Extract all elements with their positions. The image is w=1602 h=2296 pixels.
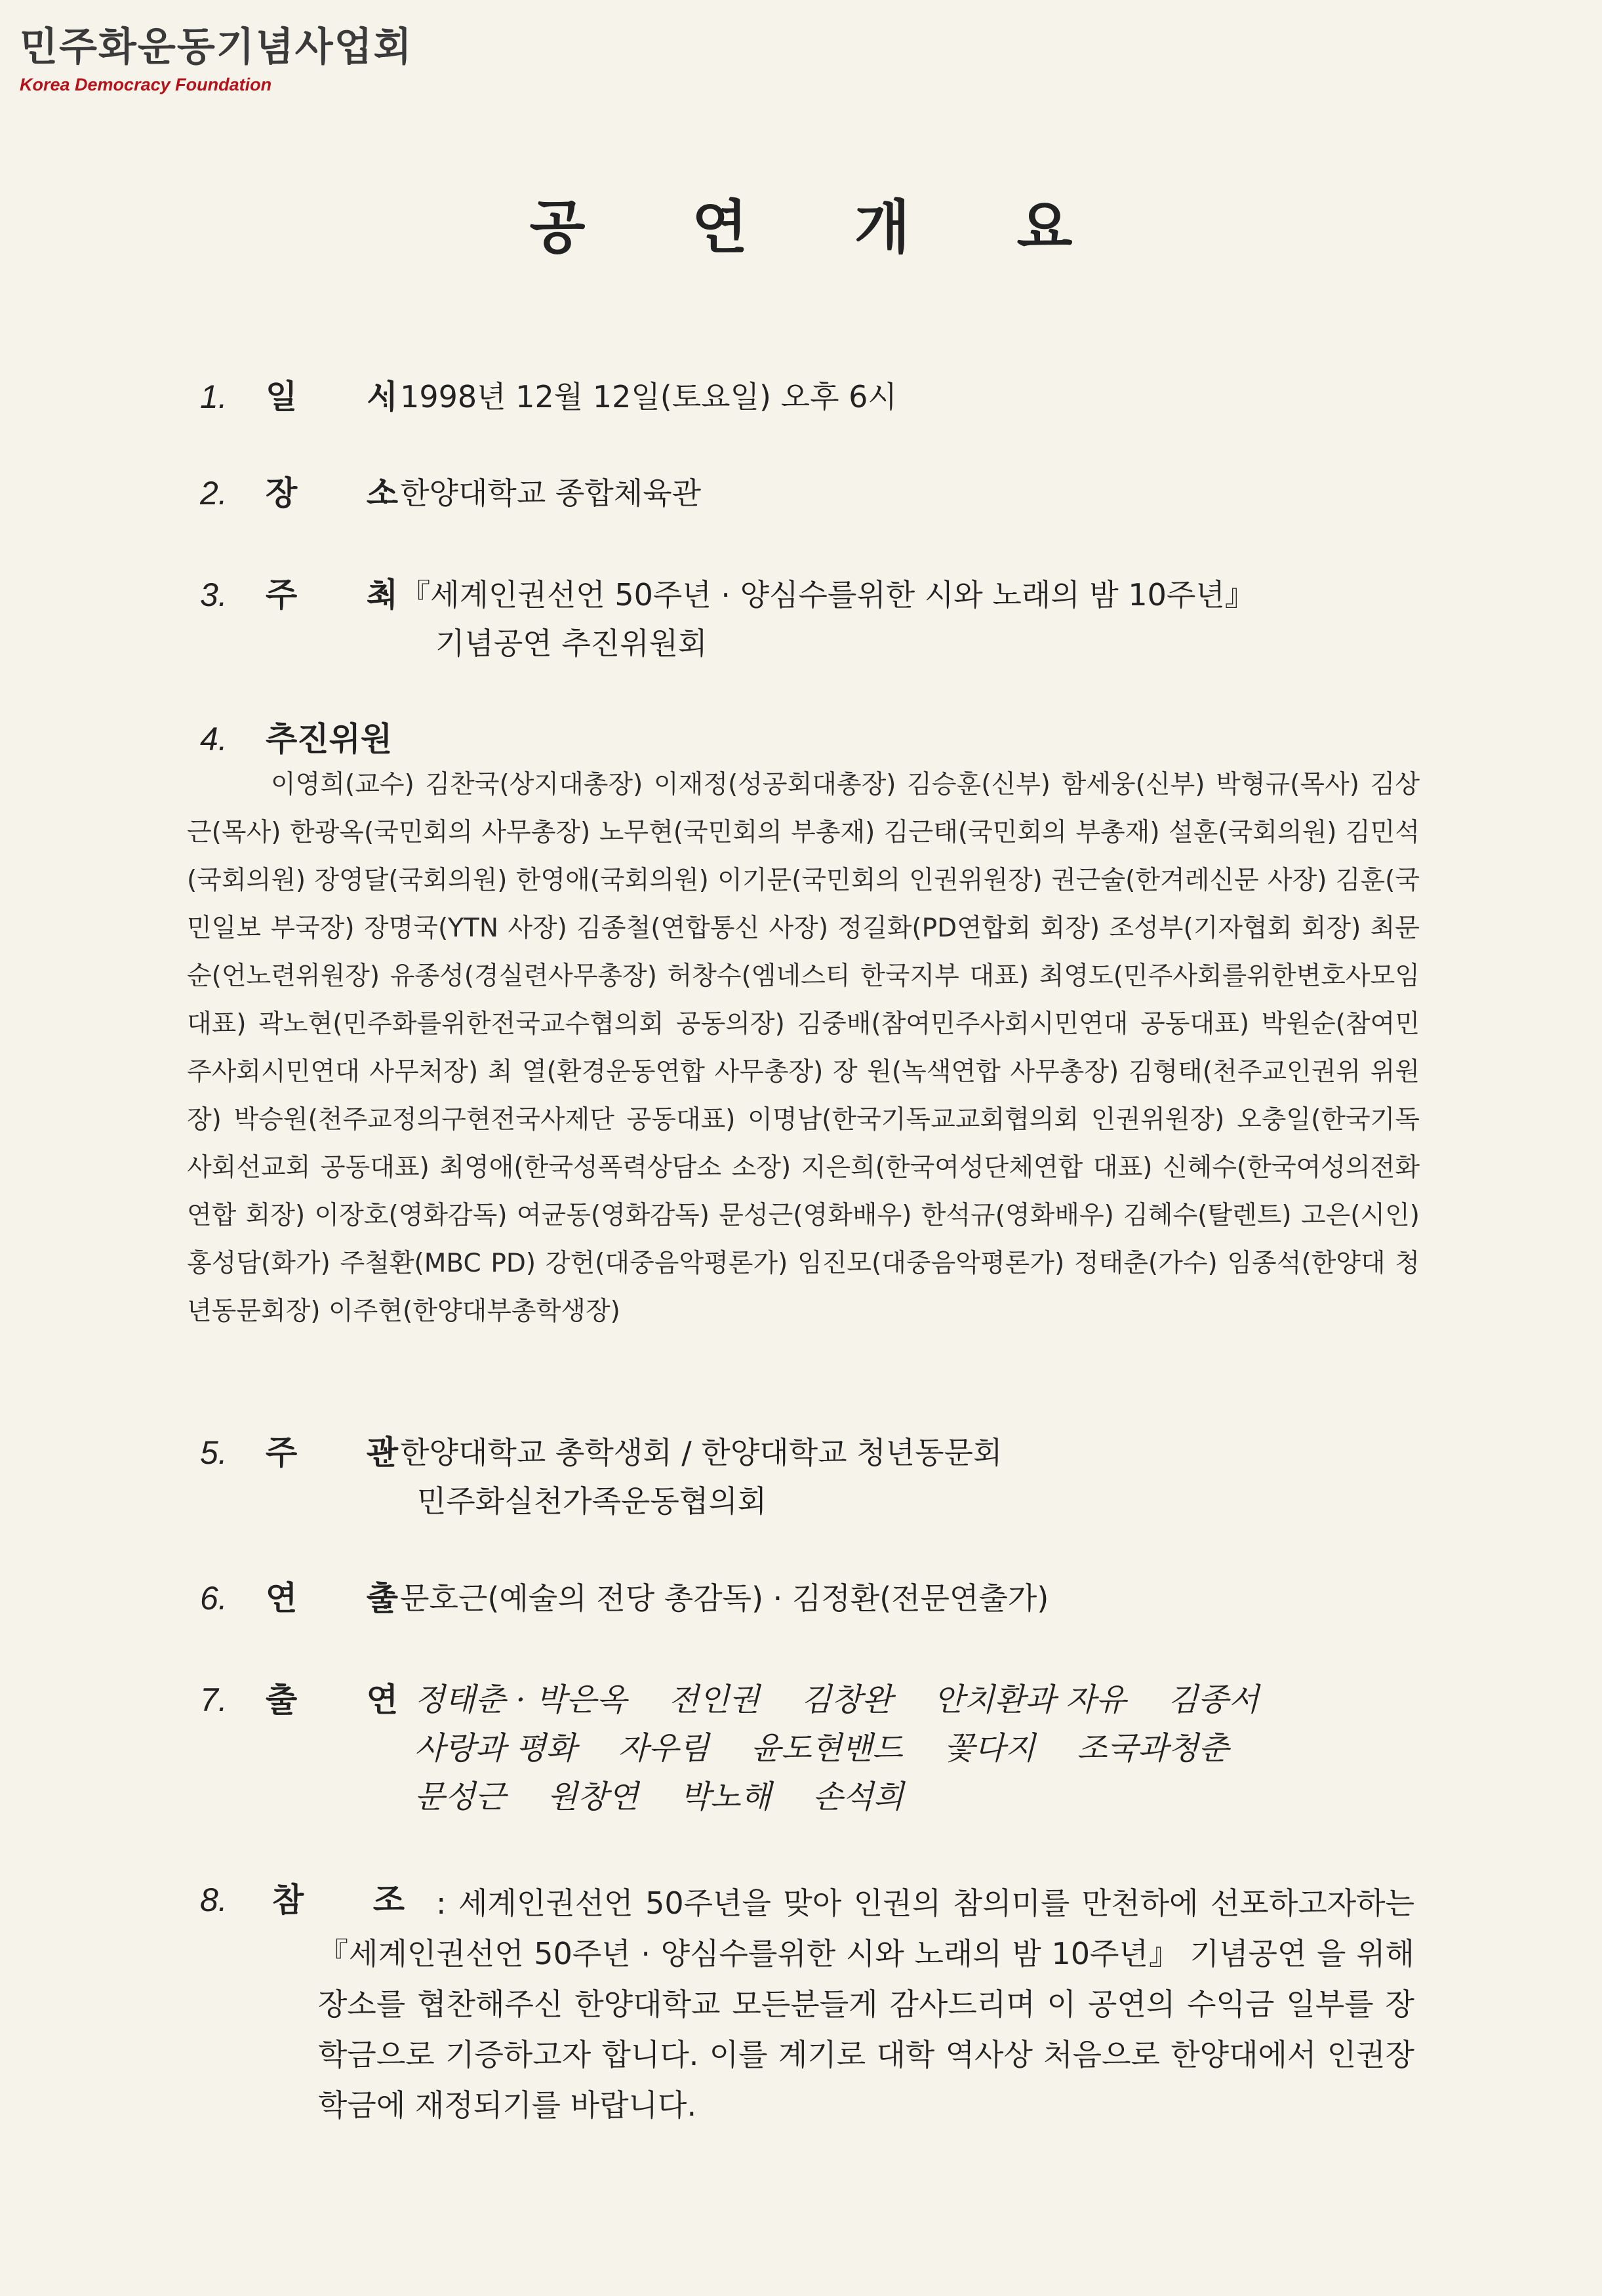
- item-label: 주 관: [266, 1434, 428, 1472]
- item-value: : 1998년 12월 12일(토요일) 오후 6시: [380, 379, 897, 414]
- host-line-1: : 『세계인권선언 50주년 · 양심수를위한 시와 노래의 밤 10주년』: [380, 577, 1255, 613]
- item-label: 참 조: [272, 1881, 434, 1919]
- performer: 박노해: [679, 1779, 771, 1815]
- page-title: 공 연 개 요: [529, 193, 1116, 261]
- item-label: 출 연: [266, 1681, 428, 1719]
- performer: 전인권: [668, 1682, 760, 1718]
- performers-row-1: [414, 1676, 1291, 1724]
- item-label: 추진위원: [266, 720, 393, 758]
- performer: 윤도현밴드: [750, 1730, 903, 1767]
- item-number: 1.: [200, 378, 228, 415]
- performer: 김창완: [801, 1682, 892, 1718]
- performer: 김종서: [1167, 1682, 1259, 1718]
- performer: 손석희: [812, 1779, 904, 1815]
- item-value: : 한양대학교 종합체육관: [380, 475, 702, 511]
- item-number: 8.: [200, 1882, 228, 1918]
- performer: 꽃다지: [944, 1730, 1035, 1767]
- logo-english: Korea Democracy Foundation: [20, 75, 272, 94]
- item-value: [380, 571, 1255, 668]
- item-label: 일 시: [266, 378, 428, 416]
- foundation-logo: [20, 24, 413, 96]
- item-label: 주 최: [266, 576, 428, 614]
- item-number: 7.: [200, 1682, 228, 1718]
- logo-korean: 민주화운동기념사업회: [20, 24, 413, 70]
- reference-text: [318, 1878, 1414, 2131]
- item-value: [380, 1428, 1002, 1525]
- committee-members: 이영희(교수) 김찬국(상지대총장) 이재정(성공회대총장) 김승훈(신부) 함세웅(신부) 박형규(목사) 김상근(목사) 한광옥(국민회의 사무총장) 노무현(국민회의 부총재) 김근태(국민회의 부총재) 설훈(국회의원) 김민석(국회의원) 장영달(국회의원) 한영애(국회의원) 이기문(국민회의 인권위원장) 권근술(한겨레신문 사장) 김훈(국민일보 부국장) 장명국(YTN 사장) 김종철(연합통신 사장) 정길화(PD연합회 회장) 조성부(기자협회 회장) 최문순(언노련위원장) 유종성(경실련사무총장) 허창수(엠네스티 한국지부 대표) 최영도(민주사회를위한변호사모임 대표) 곽노현(민주화를위한전국교수협의회 공동의장) 김중배(참여민주사회시민연대 공동대표) 박원순(참여민주사회시민연대 사무처장) 최 열(환경운동연합 사무총장) 장 원(녹색연합 사무총장) 김형태(천주교인권위 위원장) 박승원(천주교정의구현전국사제단 공동대표) 이명남(한국기독교교회협의회 인권위원장) 오충일(한국기독사회선교회 공동대표) 최영애(한국성폭력상담소 소장) 지은희(한국여성단체연합 대표) 신혜수(한국여성의전화연합 회장) 이장호(영화감독) 여균동(영화감독) 문성근(영화배우) 한석규(영화배우) 김혜수(탈렌트) 고은(시인) 홍성담(화가) 주철환(MBC PD) 강헌(대중음악평론가) 임진모(대중음악평론가) 정태춘(가수) 임종석(한양대 청년동문회장) 이주현(한양대부총학생장): [187, 770, 1420, 1326]
- organizer-line-1: : 한양대학교 총학생회 / 한양대학교 청년동문회: [380, 1435, 1003, 1470]
- reference-paragraph: : 세계인권선언 50주년을 맞아 인권의 참의미를 만천하에 선포하고자하는『세계인권선언 50주년 · 양심수를위한 시와 노래의 밤 10주년』 기념공연 을 위해 장소를 협찬해주신 한양대학교 모든분들게 감사드리며 이 공연의 수익금 일부를 장학금으로 기증하고자 합니다. 이를 계기로 대학 역사상 처음으로 한양대에서 인권장학금에 재정되기를 바랍니다.: [318, 1885, 1414, 2123]
- performer: 사랑과 평화: [414, 1730, 577, 1767]
- performer: 정태춘 · 박은옥: [414, 1682, 627, 1718]
- performers-row-2: [414, 1724, 1291, 1773]
- item-value: : 문호근(예술의 전당 총감독) · 김정환(전문연출가): [380, 1581, 1049, 1616]
- item-number: 2.: [200, 475, 228, 512]
- performers-list: [414, 1676, 1291, 1821]
- item-number: 4.: [200, 721, 228, 757]
- item-number: 3.: [200, 576, 228, 613]
- performer: 원창연: [547, 1779, 639, 1815]
- performer: 안치환과 자유: [934, 1682, 1127, 1718]
- item-label: 장 소: [266, 474, 428, 512]
- performer: 자우림: [618, 1730, 710, 1767]
- item-number: 6.: [200, 1580, 228, 1617]
- host-line-2: 기념공연 추진위원회: [435, 626, 708, 661]
- organizer-line-2: 민주화실천가족운동협의회: [417, 1483, 767, 1519]
- performer: 문성근: [414, 1779, 506, 1815]
- item-label: 연 출: [266, 1579, 428, 1617]
- performer: 조국과청춘: [1077, 1730, 1230, 1767]
- performers-row-3: [414, 1773, 1291, 1821]
- item-number: 5.: [200, 1434, 228, 1471]
